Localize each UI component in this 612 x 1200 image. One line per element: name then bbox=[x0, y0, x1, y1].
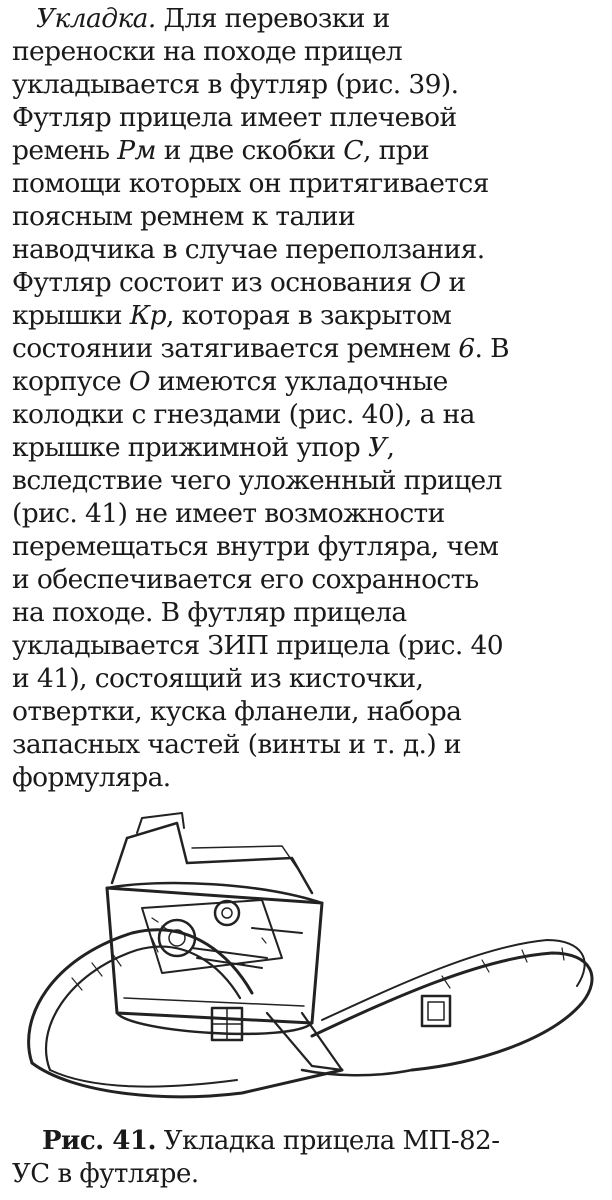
text-line bbox=[12, 266, 604, 299]
figure-41-illustration bbox=[12, 808, 604, 1123]
italic-term: 6 bbox=[458, 333, 475, 364]
italic-term: Кр bbox=[129, 300, 166, 331]
text-line bbox=[12, 299, 604, 332]
text-run: переноски на походе прицел bbox=[12, 36, 403, 67]
text-run: укладывается ЗИП прицела (рис. 40 bbox=[12, 630, 504, 661]
text-run: , при bbox=[362, 135, 430, 166]
italic-term: О bbox=[419, 267, 441, 298]
text-run: поясным ремнем к талии bbox=[12, 201, 356, 232]
text-line bbox=[12, 431, 604, 464]
text-line bbox=[12, 497, 604, 530]
text-line bbox=[12, 35, 604, 68]
text-run: , bbox=[386, 432, 395, 463]
text-run: запасных частей (винты и т. д.) и bbox=[12, 729, 461, 760]
text-line bbox=[12, 662, 604, 695]
italic-term: Рм bbox=[117, 135, 156, 166]
text-line bbox=[12, 695, 604, 728]
caption-line-1 bbox=[12, 1125, 604, 1158]
text-line bbox=[12, 134, 604, 167]
text-line bbox=[12, 2, 604, 35]
italic-term: У bbox=[367, 432, 387, 463]
caption-label: Рис. 41. bbox=[42, 1126, 157, 1156]
text-run: формуляра. bbox=[12, 762, 171, 793]
sight-case-drawing bbox=[12, 808, 604, 1123]
text-run: помощи которых он притягивается bbox=[12, 168, 489, 199]
text-run: на походе. В футляр прицела bbox=[12, 597, 407, 628]
text-line bbox=[12, 365, 604, 398]
text-run: , которая в закрытом bbox=[165, 300, 452, 331]
text-run: и bbox=[440, 267, 466, 298]
text-line bbox=[12, 728, 604, 761]
text-run: колодки с гнездами (рис. 40), а на bbox=[12, 399, 475, 430]
text-run: Футляр состоит из основания bbox=[12, 267, 420, 298]
text-line bbox=[12, 332, 604, 365]
text-run: Для перевозки и bbox=[155, 3, 390, 34]
text-line bbox=[12, 233, 604, 266]
italic-term: С bbox=[343, 135, 363, 166]
text-line bbox=[12, 596, 604, 629]
text-run: состоянии затягивается ремнем bbox=[12, 333, 459, 364]
text-run: укладывается в футляр (рис. 39). bbox=[12, 69, 459, 100]
text-line bbox=[12, 398, 604, 431]
italic-term: О bbox=[128, 366, 151, 397]
text-run: перемещаться внутри футляра, чем bbox=[12, 531, 499, 562]
text-run: крышки bbox=[12, 300, 130, 331]
caption-text-1: Укладка прицела МП-82- bbox=[156, 1126, 500, 1156]
text-run: крышке прижимной упор bbox=[12, 432, 368, 463]
text-line bbox=[12, 200, 604, 233]
text-line bbox=[12, 101, 604, 134]
text-run: (рис. 41) не имеет возможности bbox=[12, 498, 445, 529]
caption-line-2: УС в футляре. bbox=[12, 1159, 199, 1189]
text-run: наводчика в случае переползания. bbox=[12, 234, 485, 265]
article-body bbox=[12, 2, 604, 794]
text-line bbox=[12, 563, 604, 596]
text-run: и обеспечивается его сохранность bbox=[12, 564, 479, 595]
text-line bbox=[12, 629, 604, 662]
text-run: имеются укладочные bbox=[150, 366, 448, 397]
figure-caption bbox=[12, 1125, 604, 1191]
text-run: ремень bbox=[12, 135, 118, 166]
text-line bbox=[12, 167, 604, 200]
italic-term: Укладка. bbox=[36, 3, 156, 34]
text-line bbox=[12, 530, 604, 563]
text-run: корпусе bbox=[12, 366, 129, 397]
text-run: и две скобки bbox=[155, 135, 344, 166]
text-line bbox=[12, 761, 604, 794]
text-run: и 41), состоящий из кисточки, bbox=[12, 663, 424, 694]
text-run: вследствие чего уложенный прицел bbox=[12, 465, 502, 496]
text-line bbox=[12, 464, 604, 497]
text-line bbox=[12, 68, 604, 101]
text-run: . В bbox=[474, 333, 510, 364]
text-run: Футляр прицела имеет плечевой bbox=[12, 102, 457, 133]
text-run: отвертки, куска фланели, набора bbox=[12, 696, 462, 727]
